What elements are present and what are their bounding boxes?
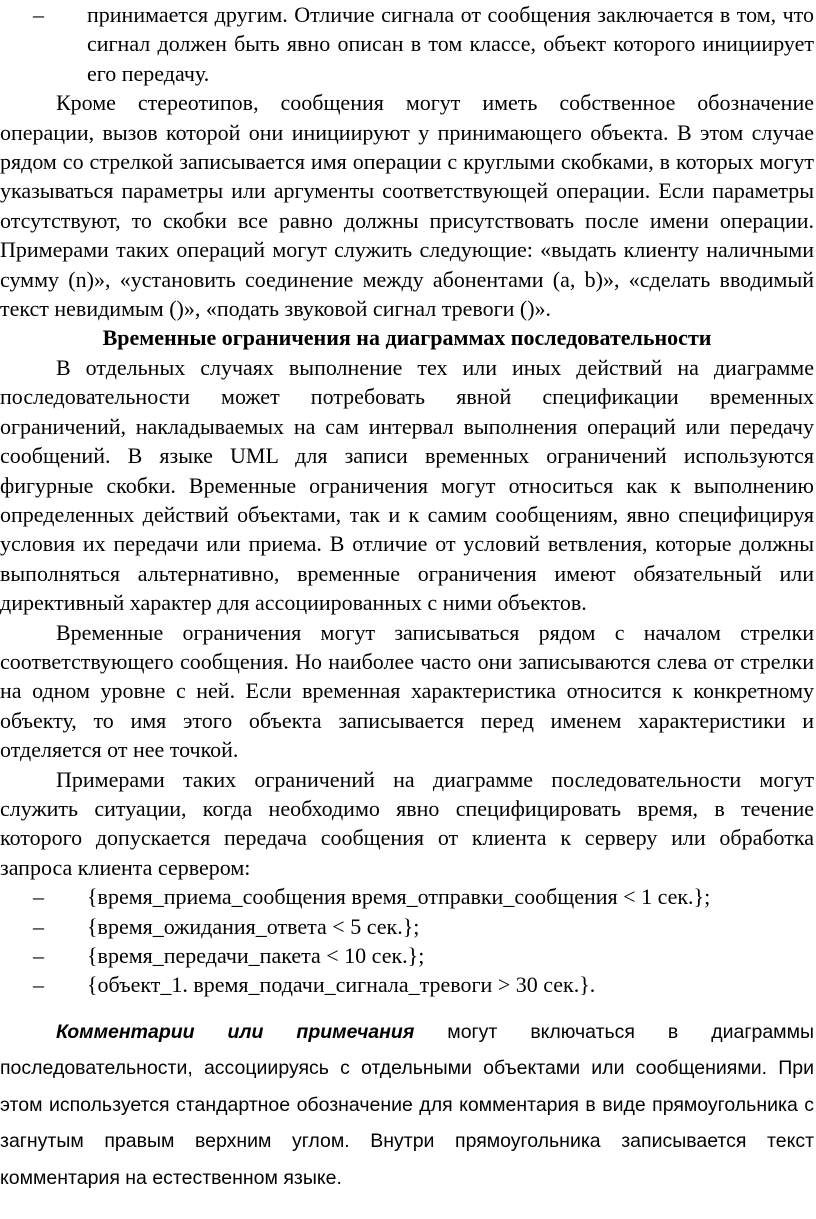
comments-text: могут включаться в диаграммы последовательности, ассоциируясь с отдельными объектами или сообщениями. При этом используется стандартное обозначение для комментария в виде прямоугольника с загнутым правым верхним углом. Внутри прямоугольника записывается текст комментария на естественном языке.	[0, 1021, 815, 1189]
list-dash: –	[33, 972, 44, 998]
list-dash: –	[33, 884, 44, 910]
list-item-text: принимается другим. Отличие сигнала от сообщения заключается в том, что сигнал должен быть явно описан в том классе, объект которого инициирует его передачу.	[87, 2, 814, 86]
list-item-text: {время_приема_сообщения время_отправки_сообщения < 1 сек.};	[87, 884, 711, 910]
list-dash: –	[33, 943, 44, 968]
list-item-text: {время_ожидания_ответа < 5 сек.};	[87, 913, 420, 939]
section-heading: Временные ограничения на диаграммах последовательности	[102, 325, 712, 351]
list-dash: –	[33, 2, 44, 27]
comments-section	[0, 1014, 814, 1196]
continued-list-item	[0, 0, 814, 88]
list-item-text: {время_передачи_пакета < 10 сек.};	[87, 943, 425, 968]
list-dash: –	[33, 913, 44, 939]
list-item	[0, 941, 814, 970]
list-item	[0, 912, 814, 941]
paragraph-comments	[0, 1014, 814, 1196]
list-item	[0, 882, 814, 911]
examples-list	[0, 882, 814, 1000]
list-item	[0, 970, 814, 999]
list-item-text: {объект_1. время_подачи_сигнала_тревоги > 30 сек.}.	[87, 972, 596, 998]
paragraph-examples-intro: Примерами таких ограничений на диаграмме последовательности могут служить ситуации, когда необходимо явно специфицировать время, в течение которого допускается передача сообщения от клиента к серверу или обработка запроса клиента сервером:	[0, 766, 814, 880]
comments-term: Комментарии или примечания	[56, 1021, 415, 1043]
paragraph-timing-constraints: В отдельных случаях выполнение тех или иных действий на диаграмме последовательности может потребовать явной спецификации временных ограничений, накладываемых на сам интервал выполнения операций или передачу сообщений. В языке UML для записи временных ограничений используются фигурные скобки. Временные ограничения могут относиться как к выполнению определенных действий объектами, так и к самим сообщениям, явно специфицируя условия их передачи или приема. В отличие от условий ветвления, которые должны выполняться альтернативно, временные ограничения имеют обязательный или директивный характер для ассоциированных с ними объектов.	[0, 354, 814, 616]
paragraph-stereotypes: Кроме стереотипов, сообщения могут иметь собственное обозначение операции, вызов которой они инициируют у принимающего объекта. В этом случае рядом со стрелкой записывается имя операции с круглыми скобками, в которых могут указываться параметры или аргументы соответствующей операции. Если параметры отсутствуют, то скобки все равно должны присутствовать после имени операции. Примерами таких операций могут служить следующие: «выдать клиенту наличными сумму (n)», «установить соединение между абонентами (a, b)», «сделать вводимый текст невидимым ()», «подать звуковой сигнал тревоги ()».	[0, 90, 814, 322]
paragraph-timing-placement: Временные ограничения могут записываться рядом с началом стрелки соответствующего сообщения. Но наиболее часто они записываются слева от стрелки на одном уровне с ней. Если временная характеристика относится к конкретному объекту, то имя этого объекта записывается перед именем характеристики и отделяется от нее точкой.	[0, 619, 814, 763]
